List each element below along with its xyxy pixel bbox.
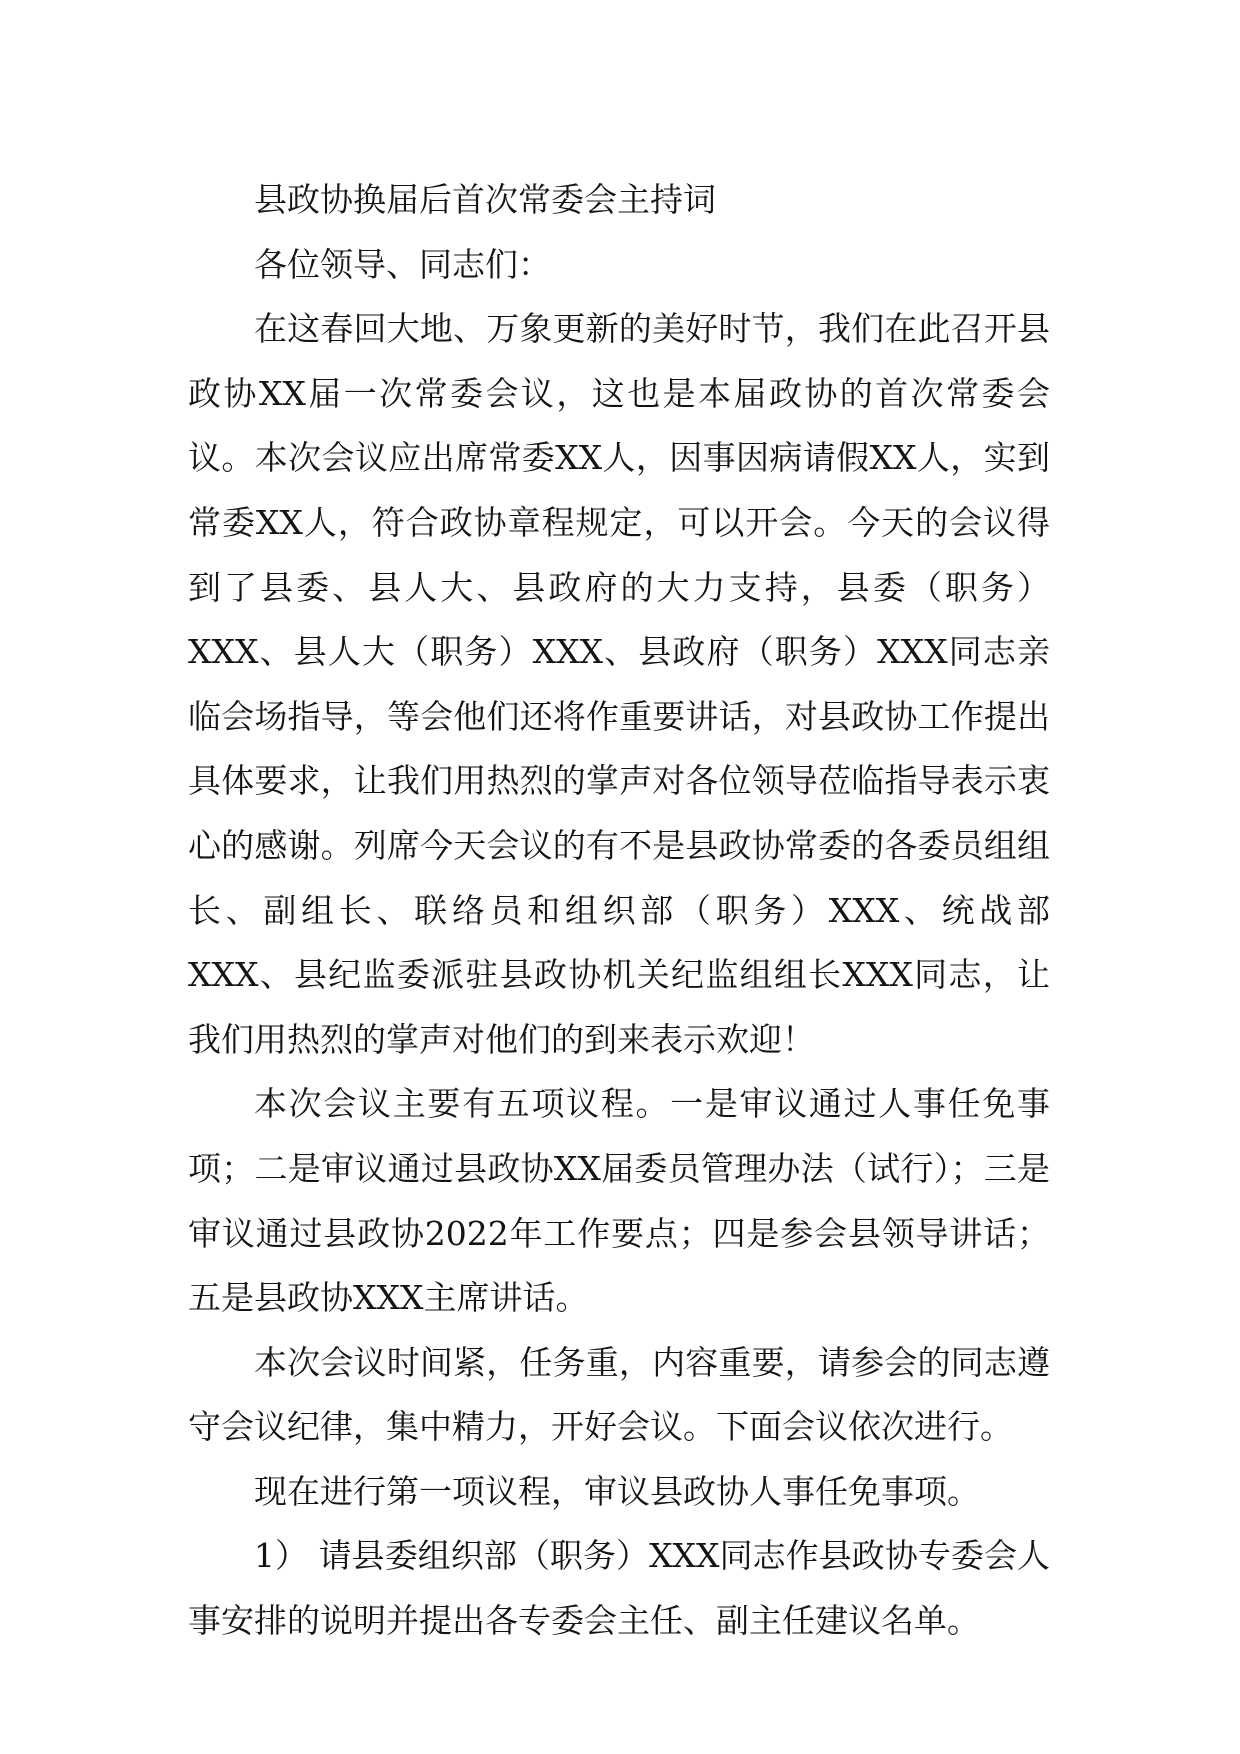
paragraph-discipline: 本次会议时间紧，任务重，内容重要，请参会的同志遵守会议纪律，集中精力，开好会议。下面会议依次进行。 — [188, 1342, 1050, 1447]
paragraph-agenda: 本次会议主要有五项议程。一是审议通过人事任免事项；二是审议通过县政协XX届委员管理办法（试行）；三是审议通过县政协2022年工作要点；四是参会县领导讲话；五是县政协XXX主席讲话。 — [188, 1084, 1050, 1318]
paragraph-salutation: 各位领导、同志们： — [254, 244, 551, 284]
document-title: 县政协换届后首次常委会主持词 — [254, 180, 716, 219]
document-body — [188, 168, 1050, 1654]
paragraph-first-item: 现在进行第一项议程，审议县政协人事任免事项。 — [254, 1471, 980, 1511]
paragraph-item-1: 1） 请县委组织部（职务）XXX同志作县政协专委会人事安排的说明并提出各专委会主任、副主任建议名单。 — [188, 1536, 1050, 1641]
paragraph-opening: 在这春回大地、万象更新的美好时节，我们在此召开县政协XX届一次常委会议，这也是本届政协的首次常委会议。本次会议应出席常委XX人，因事因病请假XX人，实到常委XX人，符合政协章程规定，可以开会。今天的会议得到了县委、县人大、县政府的大力支持，县委（职务）XXX、县人大（职务）XXX、县政府（职务）XXX同志亲临会场指导，等会他们还将作重要讲话，对县政协工作提出具体要求，让我们用热烈的掌声对各位领导莅临指导表示衷心的感谢。列席今天会议的有不是县政协常委的各委员组组长、副组长、联络员和组织部（职务）XXX、统战部XXX、县纪监委派驻县政协机关纪监组组长XXX同志，让我们用热烈的掌声对他们的到来表示欢迎！ — [188, 309, 1050, 1059]
